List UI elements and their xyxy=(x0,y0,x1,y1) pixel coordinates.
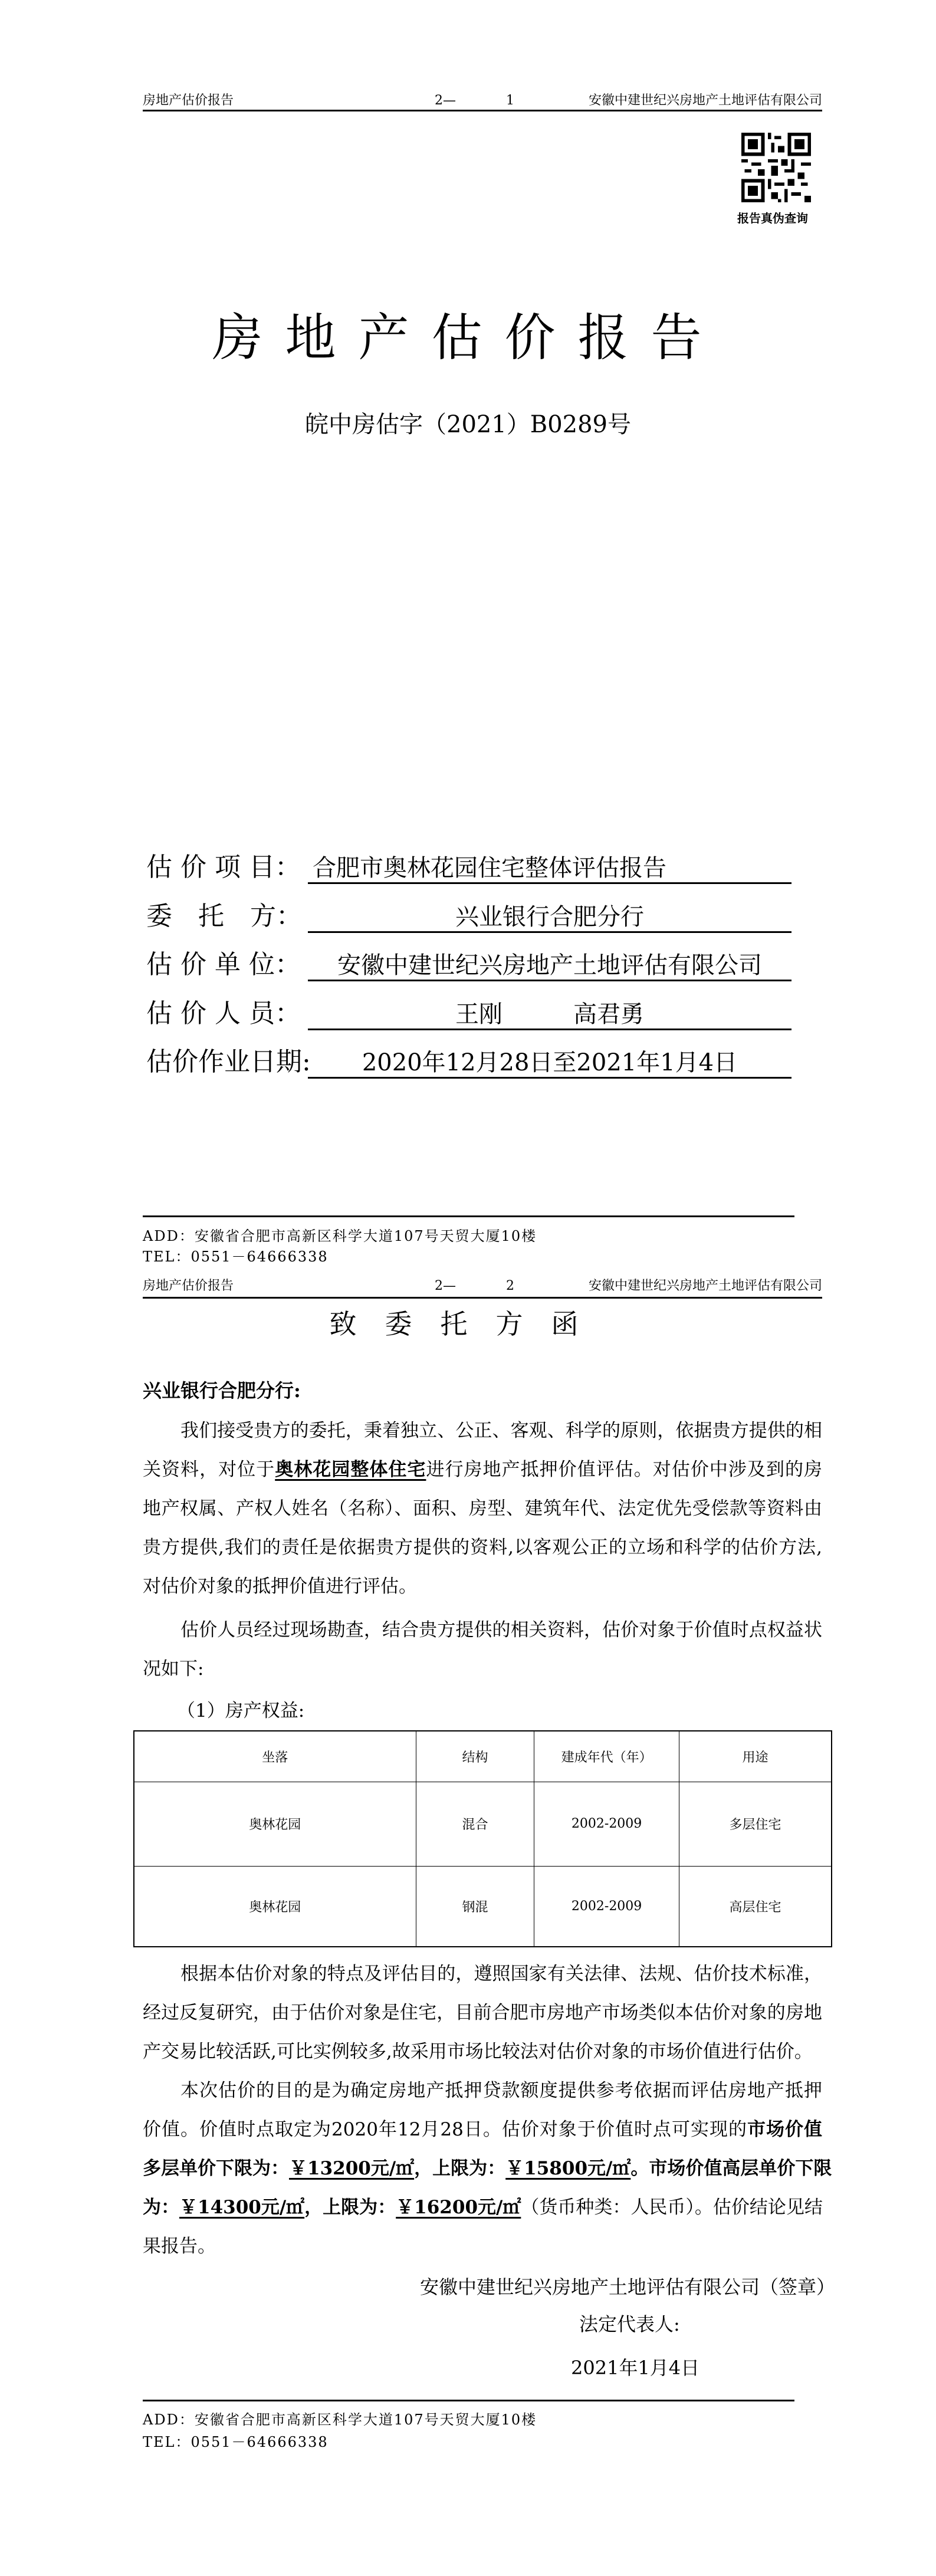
text-segment: 地产权属、产权人姓名（名称）、面积、房型、建筑年代、法定优先受偿款等资料由 xyxy=(143,1498,822,1519)
text-segment: 市场价值 xyxy=(747,2119,822,2140)
field-value-work-date: 2020年12月28日至2021年1月4日 xyxy=(308,1049,792,1079)
paragraph-line xyxy=(143,1650,822,1688)
property-table xyxy=(133,1730,832,1947)
signature-company: 安徽中建世纪兴房地产土地评估有限公司（签章） xyxy=(420,2276,836,2298)
qr-code-icon[interactable] xyxy=(741,133,811,202)
header-page-number: 1 xyxy=(506,93,514,108)
text-segment: 根据本估价对象的特点及评估目的，遵照国家有关法律、法规、估价技术标准， xyxy=(180,1963,822,1984)
paragraph-line xyxy=(143,1411,822,1450)
text-segment: 。市场价值高层单价下限 xyxy=(630,2158,832,2179)
text-segment: 关资料，对位于 xyxy=(143,1459,275,1480)
text-segment: 况如下: xyxy=(143,1658,204,1680)
table-header-built-year: 建成年代（年） xyxy=(534,1731,679,1782)
paragraph-line xyxy=(143,1954,822,1993)
header-title: 房地产估价报告 xyxy=(143,1279,234,1293)
paragraph-line xyxy=(143,1450,822,1489)
paragraph-line xyxy=(143,1567,822,1606)
field-value-project: 合肥市奥林花园住宅整体评估报告 xyxy=(308,854,792,884)
highlighted-value: ￥16200元/㎡ xyxy=(396,2197,521,2218)
paragraph-line xyxy=(143,1489,822,1528)
table-cell-structure: 混合 xyxy=(416,1782,534,1866)
text-segment: ，上限为： xyxy=(304,2197,396,2218)
highlighted-value: ￥14300元/㎡ xyxy=(179,2197,305,2218)
highlighted-value: 奥林花园整体住宅 xyxy=(275,1459,426,1480)
table-header-location: 坐落 xyxy=(134,1731,416,1782)
table-row xyxy=(134,1866,832,1947)
footer-rule xyxy=(143,1215,794,1217)
report-number: 皖中房估字（2021）B0289号 xyxy=(305,411,631,438)
field-label-appraisers: 估 价 人 员： xyxy=(146,998,301,1029)
paragraph-line xyxy=(143,2227,822,2266)
table-row xyxy=(134,1782,832,1866)
text-segment: 估价人员经过现场勘查，结合贵方提供的相关资料，估价对象于价值时点权益状 xyxy=(180,1619,822,1641)
text-segment: 多层单价下限为： xyxy=(143,2158,289,2179)
paragraph-line xyxy=(143,2071,822,2110)
table-cell-structure: 钢混 xyxy=(416,1866,534,1947)
qr-verify-label: 报告真伪查询 xyxy=(737,211,808,225)
text-segment: 价值。价值时点取定为2020年12月28日。估价对象于价值时点可实现的 xyxy=(143,2119,747,2140)
field-label-project: 估 价 项 目： xyxy=(146,852,301,882)
header-page-prefix: 2— xyxy=(435,93,456,108)
table-cell-built-year: 2002-2009 xyxy=(534,1782,679,1866)
paragraph-line xyxy=(143,2149,832,2188)
field-label-work-date: 估价作业日期: xyxy=(146,1047,311,1077)
paragraph-line xyxy=(143,2188,822,2227)
header-company: 安徽中建世纪兴房地产土地评估有限公司 xyxy=(588,1279,822,1293)
footer-address: ADD：安徽省合肥市高新区科学大道107号天贸大厦10楼 xyxy=(143,1228,537,1244)
text-segment: 经过反复研究，由于估价对象是住宅，目前合肥市房地产市场类似本估价对象的房地 xyxy=(143,2002,822,2023)
text-segment: （货币种类：人民币）。估价结论见结 xyxy=(521,2197,823,2218)
text-segment: 进行房地产抵押价值评估。对估价中涉及到的房 xyxy=(426,1459,823,1480)
text-segment: ，上限为： xyxy=(414,2158,506,2179)
field-label-appraiser-org: 估 价 单 位： xyxy=(146,949,301,980)
highlighted-value: ￥15800元/㎡ xyxy=(505,2158,631,2179)
subsection-property-rights: （1）房产权益: xyxy=(177,1700,305,1721)
text-segment: 贵方提供,我们的责任是依据贵方提供的资料,以客观公正的立场和科学的估价方法, xyxy=(143,1537,822,1558)
paragraph-engagement xyxy=(143,1411,822,1606)
report-title: 房地产估价报告 xyxy=(212,308,724,367)
table-header-structure: 结构 xyxy=(416,1731,534,1782)
table-cell-built-year: 2002-2009 xyxy=(534,1866,679,1947)
paragraph-conclusion xyxy=(143,2071,832,2266)
footer-rule xyxy=(143,2400,794,2401)
footer-phone: TEL：0551－64666338 xyxy=(143,1248,329,1265)
paragraph-line xyxy=(143,2032,822,2071)
footer-phone: TEL：0551－64666338 xyxy=(143,2434,329,2450)
table-cell-location: 奥林花园 xyxy=(134,1866,416,1947)
footer-address: ADD：安徽省合肥市高新区科学大道107号天贸大厦10楼 xyxy=(143,2411,537,2428)
field-value-client: 兴业银行合肥分行 xyxy=(308,903,792,933)
table-cell-usage: 高层住宅 xyxy=(679,1866,832,1947)
header-page-prefix: 2— xyxy=(435,1279,456,1293)
header-rule xyxy=(143,1297,822,1299)
highlighted-value: ￥13200元/㎡ xyxy=(289,2158,415,2179)
text-segment: 为： xyxy=(143,2197,179,2218)
paragraph-inspection xyxy=(143,1611,822,1688)
paragraph-line xyxy=(143,1528,822,1567)
text-segment: 果报告。 xyxy=(143,2236,216,2257)
paragraph-line xyxy=(143,1993,822,2032)
field-label-client: 委 托 方： xyxy=(146,901,302,931)
signature-legal-rep: 法定代表人: xyxy=(579,2313,680,2335)
header-title: 房地产估价报告 xyxy=(143,93,234,108)
table-cell-location: 奥林花园 xyxy=(134,1782,416,1866)
letter-salutation: 兴业银行合肥分行: xyxy=(143,1379,301,1402)
table-header-row xyxy=(134,1731,832,1782)
header-page-number: 2 xyxy=(506,1279,514,1293)
table-header-usage: 用途 xyxy=(679,1731,832,1782)
text-segment: 对估价对象的抵押价值进行评估。 xyxy=(143,1576,417,1597)
table-cell-usage: 多层住宅 xyxy=(679,1782,832,1866)
header-company: 安徽中建世纪兴房地产土地评估有限公司 xyxy=(588,93,822,108)
field-value-appraisers: 王刚 高君勇 xyxy=(308,1000,792,1030)
paragraph-line xyxy=(143,2110,822,2149)
letter-title: 致委托方函 xyxy=(329,1308,607,1340)
paragraph-method xyxy=(143,1954,822,2071)
text-segment: 产交易比较活跃,可比实例较多,故采用市场比较法对估价对象的市场价值进行估价。 xyxy=(143,2041,813,2062)
signature-date: 2021年1月4日 xyxy=(571,2357,700,2379)
field-value-appraiser-org: 安徽中建世纪兴房地产土地评估有限公司 xyxy=(308,951,792,981)
text-segment: 我们接受贵方的委托，秉着独立、公正、客观、科学的原则，依据贵方提供的相 xyxy=(180,1420,822,1441)
text-segment: 本次估价的目的是为确定房地产抵押贷款额度提供参考依据而评估房地产抵押 xyxy=(180,2080,822,2101)
paragraph-line xyxy=(143,1611,822,1650)
header-rule xyxy=(143,110,822,111)
